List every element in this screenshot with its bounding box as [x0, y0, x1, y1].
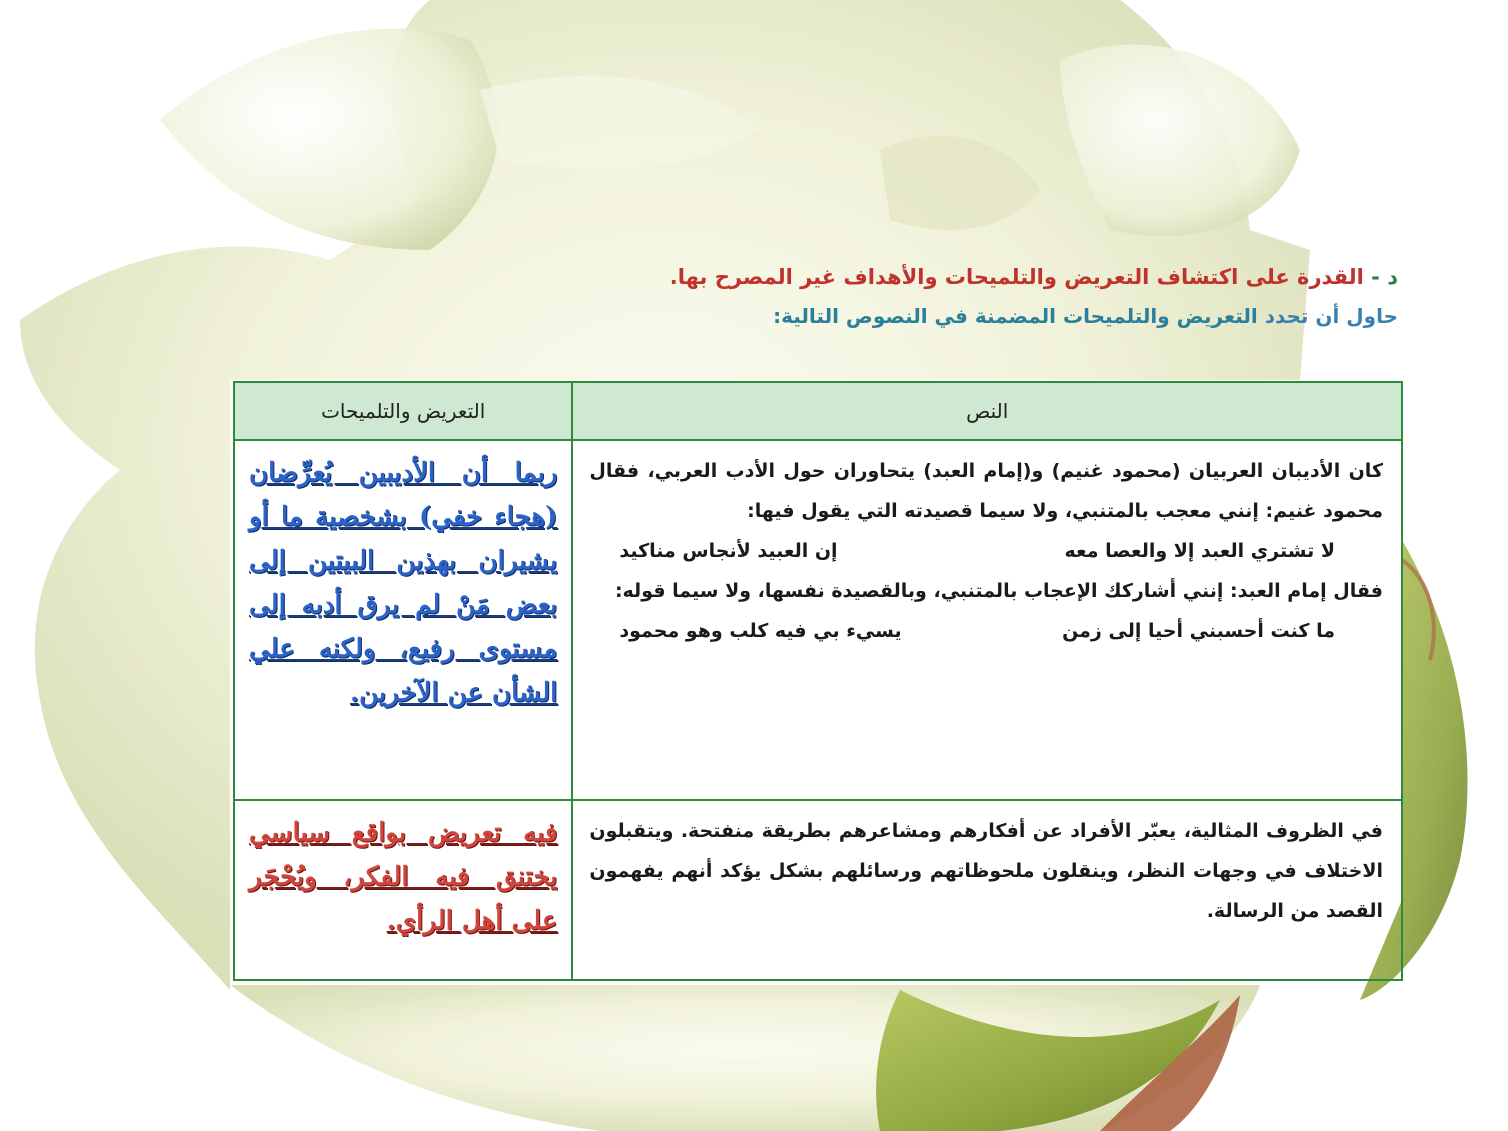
text-middle: فقال إمام العبد: إنني أشاركك الإعجاب بالمتنبي، وبالقصيدة نفسها، ولا سيما قوله:: [614, 580, 1383, 602]
table-row: [234, 800, 1402, 980]
verse-hemistich-second: يسيء بي فيه كلب وهو محمود: [619, 620, 902, 642]
text-paragraph: في الظروف المثالية، يعبّر الأفراد عن أفكارهم ومشاعرهم بطريقة منفتحة. ويتقبلون الاختلاف في وجهات النظر، وينقلون ملحوظاتهم ورسائلهم بشكل يؤكد أنهم يفهمون القصد من الرسالة.: [589, 820, 1383, 922]
instruction-text: التعريض والتلميحات المضمنة في النصوص التالية:: [773, 304, 1258, 328]
text-intro: كان الأديبان العربيان (محمود غنيم) و(إمام العبد) يتحاوران حول الأدب العربي، فقال محمود غنيم: إنني معجب بالمتنبي، ولا سيما قصيدته التي يقول فيها:: [589, 460, 1383, 522]
verse-hemistich-first: ما كنت أحسبني أحيا إلى زمن: [1062, 620, 1335, 642]
text-cell: [572, 440, 1402, 800]
allusion-cell: فيه تعريض بواقع سياسي يختنق فيه الفكر، ويُحْجَر على أهل الرأي.: [234, 800, 572, 980]
section-heading: [218, 258, 1398, 336]
verse-line: [589, 531, 1383, 571]
heading-title: القدرة على اكتشاف التعريض والتلميحات والأهداف غير المصرح بها.: [669, 265, 1364, 289]
header-allusion: التعريض والتلميحات: [234, 382, 572, 440]
heading-line-1: [218, 258, 1398, 296]
verse-hemistich-second: إن العبيد لأنجاس مناكيد: [619, 540, 838, 562]
verse-line: [589, 611, 1383, 651]
table-header-row: [234, 382, 1402, 440]
text-cell: [572, 800, 1402, 980]
verse-hemistich-first: لا تشتري العبد إلا والعصا معه: [1064, 540, 1335, 562]
allusions-table: [233, 381, 1403, 981]
allusion-cell: ربما أن الأديبين يُعرِّضان (هجاء خفي) بشخصية ما أو يشيران بهذين البيتين إلى بعض مَنْ لم يرق أدبه إلى مستوى رفيع، ولكنه علي الشأن عن الآخرين.: [234, 440, 572, 800]
heading-line-2: [218, 296, 1398, 336]
header-text: النص: [572, 382, 1402, 440]
instruction-lead: حاول أن تحدد: [1257, 304, 1398, 328]
heading-item-letter: د -: [1363, 265, 1398, 289]
table-row: [234, 440, 1402, 800]
